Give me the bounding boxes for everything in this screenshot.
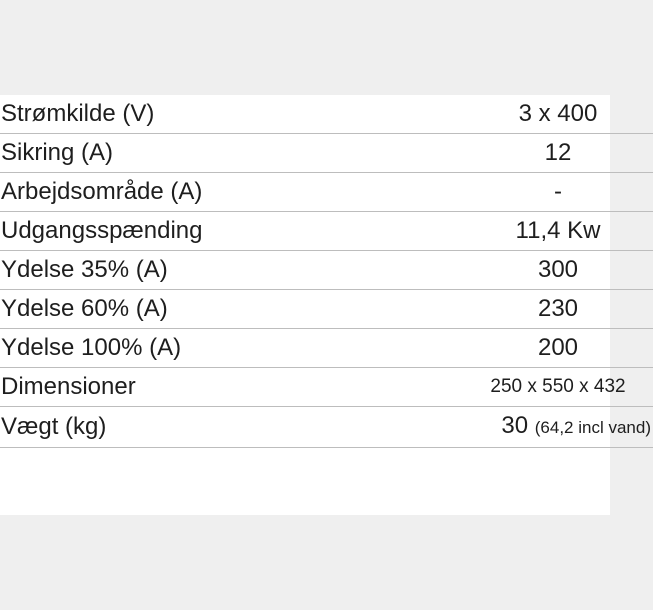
spec-label: Ydelse 35% (A) bbox=[0, 251, 421, 290]
table-row bbox=[0, 329, 653, 368]
table-row bbox=[0, 251, 653, 290]
spec-label: Strømkilde (V) bbox=[0, 95, 421, 134]
spec-table bbox=[0, 95, 653, 448]
spec-value: 30 bbox=[501, 412, 529, 439]
table-row bbox=[0, 173, 653, 212]
spec-label: Vægt (kg) bbox=[0, 407, 421, 448]
spec-label: Udgangsspænding bbox=[0, 212, 421, 251]
spec-value-note: (64,2 incl vand) bbox=[534, 418, 651, 437]
spec-value: 3 x 400 bbox=[421, 95, 653, 134]
spec-value-cell bbox=[421, 407, 653, 448]
spec-value: 300 bbox=[421, 251, 653, 290]
spec-value: 11,4 Kw bbox=[421, 212, 653, 251]
spec-label: Sikring (A) bbox=[0, 134, 421, 173]
table-row bbox=[0, 95, 653, 134]
spec-label: Dimensioner bbox=[0, 368, 421, 407]
spec-value: 230 bbox=[421, 290, 653, 329]
spec-value: - bbox=[421, 173, 653, 212]
table-row bbox=[0, 407, 653, 448]
table-row bbox=[0, 290, 653, 329]
spec-value: 12 bbox=[421, 134, 653, 173]
spec-label: Arbejdsområde (A) bbox=[0, 173, 421, 212]
spec-value: 200 bbox=[421, 329, 653, 368]
spec-value: 250 x 550 x 432 bbox=[421, 368, 653, 407]
table-row bbox=[0, 134, 653, 173]
spec-label: Ydelse 100% (A) bbox=[0, 329, 421, 368]
spec-panel bbox=[0, 95, 651, 515]
table-row bbox=[0, 212, 653, 251]
table-row bbox=[0, 368, 653, 407]
spec-label: Ydelse 60% (A) bbox=[0, 290, 421, 329]
